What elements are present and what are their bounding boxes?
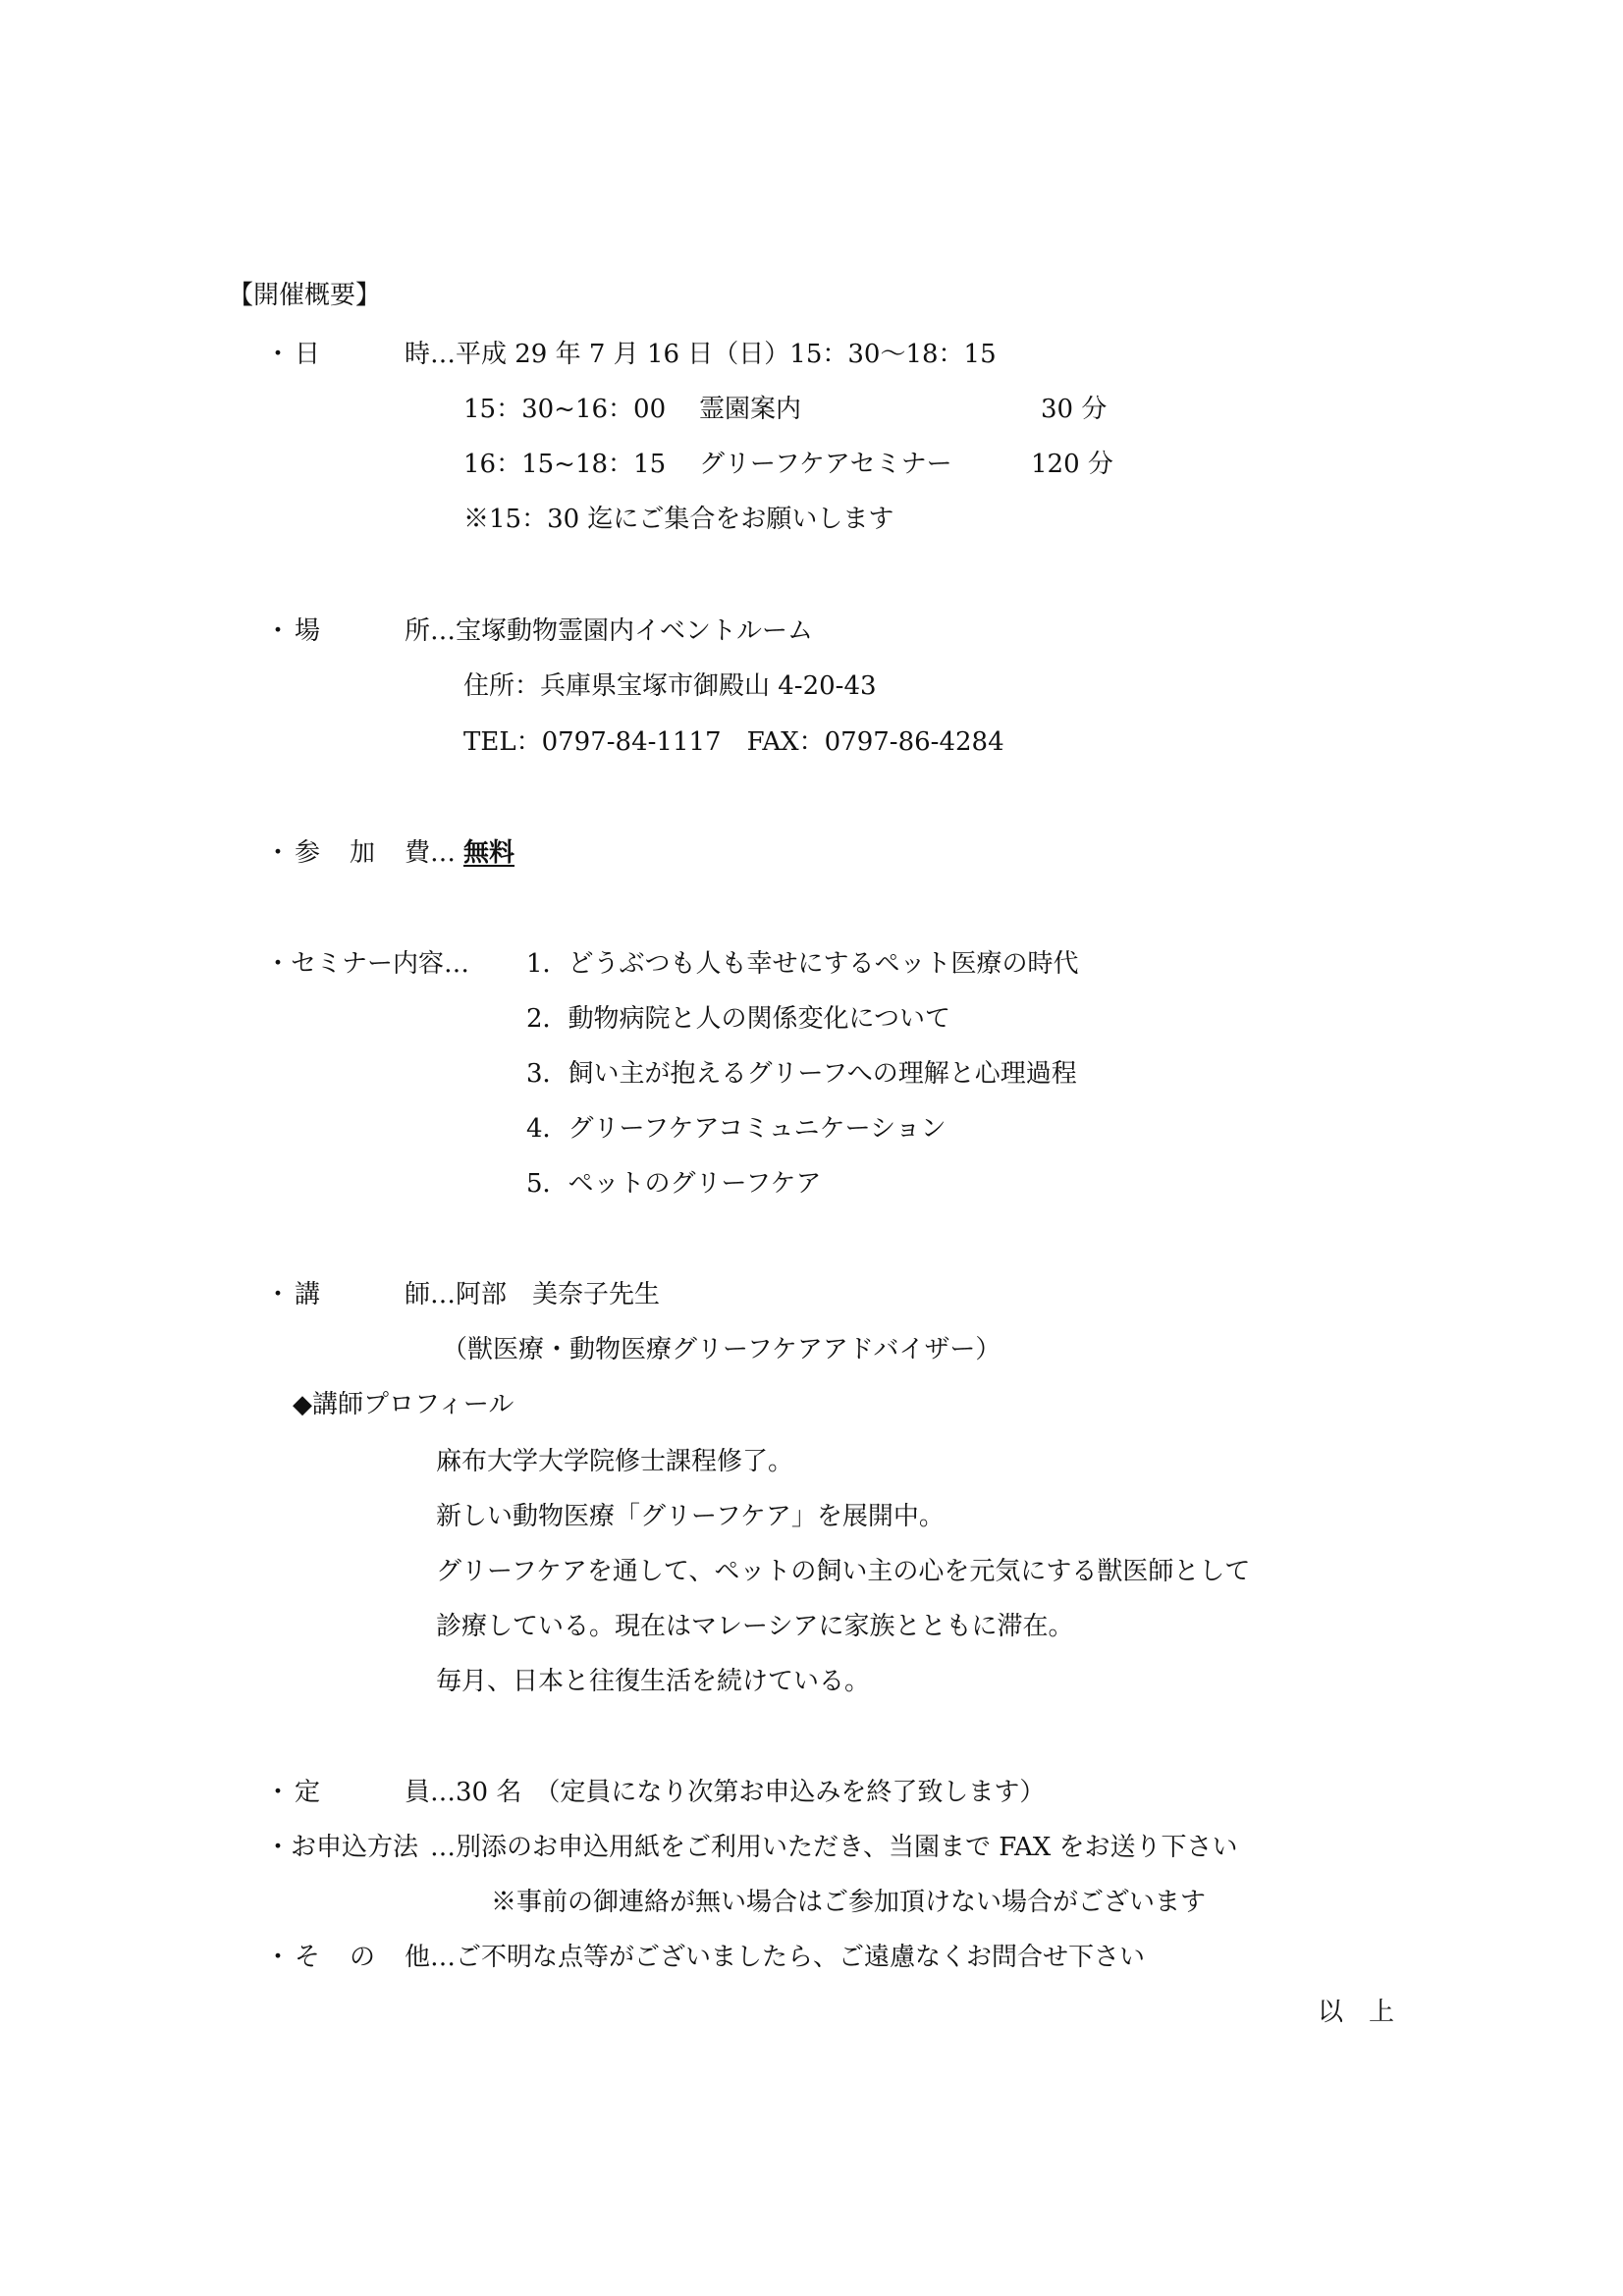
content-item-1: 1．どうぶつも人も幸せにするペット医療の時代 [526, 949, 1079, 979]
lecturer-name: …阿部 美奈子先生 [430, 1280, 661, 1309]
profile-line-4: 診療している。現在はマレーシアに家族とともに滞在。 [436, 1612, 1074, 1641]
fee-label-char-2: 加 [350, 838, 376, 868]
capacity-label-char-2: 員 [405, 1778, 431, 1807]
fee-label-char-1: 参 [295, 838, 321, 868]
content-item-3: 3．飼い主が抱えるグリーフへの理解と心理過程 [526, 1059, 1077, 1089]
date-bullet: ・ [265, 340, 292, 369]
profile-heading: ◆講師プロフィール [293, 1390, 514, 1419]
capacity-label-char-1: 定 [295, 1778, 321, 1807]
content-label: ・セミナー内容… [265, 949, 470, 979]
content-item-2: 2．動物病院と人の関係変化について [526, 1004, 951, 1034]
schedule-1-time: 15：30~16：00 [463, 395, 667, 424]
schedule-2-item: グリーフケアセミナー [699, 450, 952, 479]
fee-value: 無料 [463, 838, 515, 868]
other-label-char-1: そ [295, 1943, 321, 1972]
date-label-char-1: 日 [295, 340, 321, 369]
profile-line-1: 麻布大学大学院修士課程修了。 [436, 1447, 794, 1476]
apply-label: ・お申込方法 [265, 1833, 419, 1862]
fee-sep: … [430, 838, 456, 868]
place-tel-fax: TEL：0797-84-1117 FAX：0797-86-4284 [463, 727, 1004, 757]
date-value: …平成 29 年 7 月 16 日（日）15：30〜18：15 [430, 340, 997, 369]
place-label-char-1: 場 [295, 616, 321, 646]
schedule-1-item: 霊園案内 [699, 395, 802, 424]
capacity-bullet: ・ [265, 1778, 292, 1807]
schedule-2-time: 16：15~18：15 [463, 450, 667, 479]
place-value: …宝塚動物霊園内イベントルーム [430, 616, 814, 646]
schedule-1-duration: 30 分 [1041, 395, 1108, 424]
apply-value: …別添のお申込用紙をご利用いただき、当園まで FAX をお送り下さい [430, 1833, 1238, 1862]
lecturer-label-char-2: 師 [405, 1280, 431, 1309]
content-item-5: 5．ペットのグリーフケア [526, 1169, 822, 1199]
apply-note: ※事前の御連絡が無い場合はご参加頂けない場合がございます [491, 1888, 1207, 1917]
place-label-char-2: 所 [405, 616, 431, 646]
closing-text: 以 上 [1318, 1998, 1395, 2027]
content-item-4: 4．グリーフケアコミュニケーション [526, 1114, 947, 1144]
schedule-2-duration: 120 分 [1031, 450, 1113, 479]
fee-bullet: ・ [265, 838, 292, 868]
lecturer-bullet: ・ [265, 1280, 292, 1309]
date-label-char-2: 時 [405, 340, 431, 369]
other-label-char-3: 他 [405, 1943, 431, 1972]
section-heading: 【開催概要】 [228, 281, 382, 310]
fee-label-char-3: 費 [405, 838, 431, 868]
capacity-value: …30 名 （定員になり次第お申込みを終了致します） [430, 1778, 1046, 1807]
lecturer-label-char-1: 講 [295, 1280, 321, 1309]
place-bullet: ・ [265, 616, 292, 646]
other-label-char-2: の [350, 1943, 376, 1972]
profile-line-5: 毎月、日本と往復生活を続けている。 [436, 1667, 871, 1696]
profile-line-2: 新しい動物医療「グリーフケア」を展開中。 [436, 1502, 945, 1531]
date-note: ※15：30 迄にご集合をお願いします [463, 505, 894, 534]
lecturer-title: （獣医療・動物医療グリーフケアアドバイザー） [442, 1335, 1001, 1364]
place-address: 住所：兵庫県宝塚市御殿山 4-20-43 [463, 671, 877, 701]
other-bullet: ・ [265, 1943, 292, 1972]
profile-line-3: グリーフケアを通して、ペットの飼い主の心を元気にする獣医師として [436, 1557, 1251, 1586]
other-value: …ご不明な点等がございましたら、ご遠慮なくお問合せ下さい [430, 1943, 1146, 1972]
